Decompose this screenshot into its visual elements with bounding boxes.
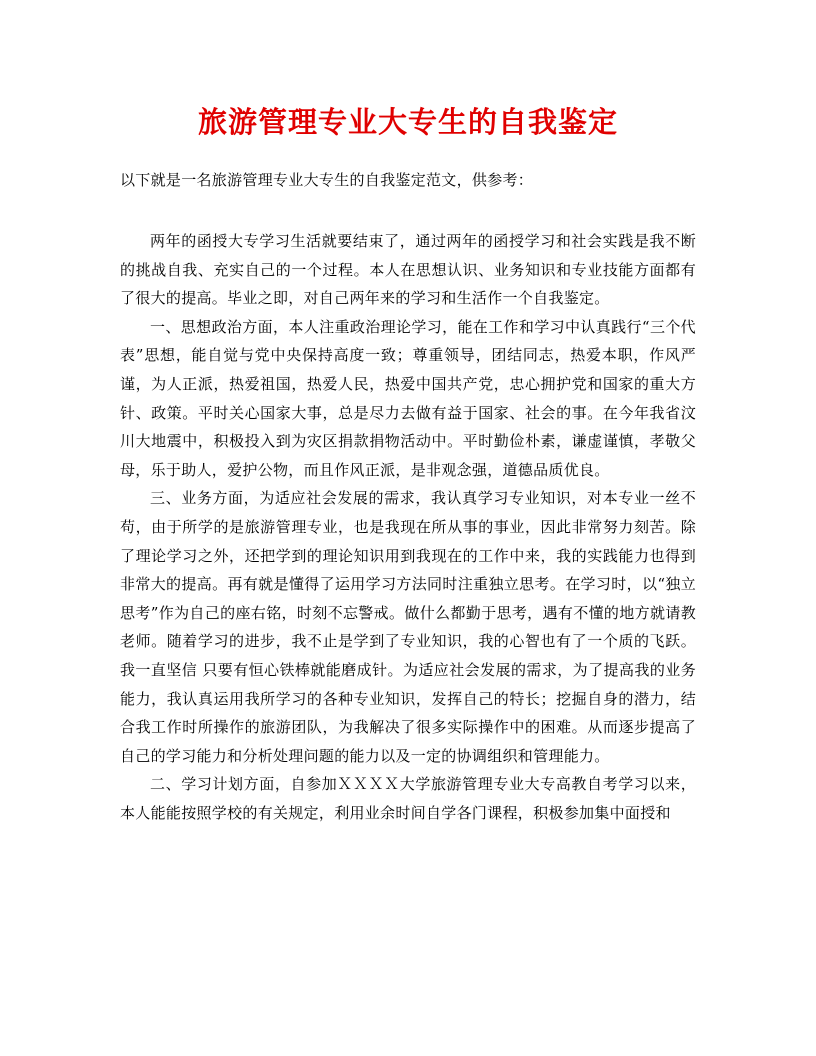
intro-text: 以下就是一名旅游管理专业大专生的自我鉴定范文，供参考： <box>120 171 534 189</box>
paragraph-2: 一、思想政治方面，本人注重政治理论学习，能在工作和学习中认真践行“三个代表”思想，能自觉与党中央保持高度一致；尊重领导，团结同志，热爱本职，作风严谨，为人正派，热爱祖国，热爱人民，热爱中国共产党，忠心拥护党和国家的重大方针、政策。平时关心国家大事，总是尽力去做有益于国家、社会的事。在今年我省汶川大地震中，积极投入到为灾区捐款捐物活动中。平时勤俭朴素，谦虚谨慎，孝敬父母，乐于助人，爱护公物，而且作风正派，是非观念强，道德品质优良。 <box>120 317 696 479</box>
paragraph-4: 二、学习计划方面，自参加ＸＸＸＸ大学旅游管理专业大专高教自考学习以来，本人能能按照学校的有关规定，利用业余时间自学各门课程，积极参加集中面授和 <box>120 775 696 822</box>
document-page <box>120 100 696 827</box>
paragraph-1: 两年的函授大专学习生活就要结束了，通过两年的函授学习和社会实践是我不断的挑战自我、充实自己的一个过程。本人在思想认识、业务知识和专业技能方面都有了很大的提高。毕业之即，对自己两年来的学习和生活作一个自我鉴定。 <box>120 232 696 308</box>
document-title: 旅游管理专业大专生的自我鉴定 <box>197 105 618 139</box>
paragraph-3: 三、业务方面，为适应社会发展的需求，我认真学习专业知识，对本专业一丝不苟，由于所学的是旅游管理专业，也是我现在所从事的事业，因此非常努力刻苦。除了理论学习之外，还把学到的理论知识用到我现在的工作中来，我的实践能力也得到非常大的提高。再有就是懂得了运用学习方法同时注重独立思考。在学习时，以“独立思考”作为自己的座右铭，时刻不忘警戒。做什么都勤于思考，遇有不懂的地方就请教老师。随着学习的进步，我不止是学到了专业知识，我的心智也有了一个质的飞跃。我一直坚信 只要有恒心铁棒就能磨成针。为适应社会发展的需求，为了提高我的业务能力，我认真运用我所学习的各种专业知识，发挥自己的特长；挖掘自身的潜力，结合我工作时所操作的旅游团队，为我解决了很多实际操作中的困难。从而逐步提高了自己的学习能力和分析处理问题的能力以及一定的协调组织和管理能力。 <box>120 489 696 765</box>
